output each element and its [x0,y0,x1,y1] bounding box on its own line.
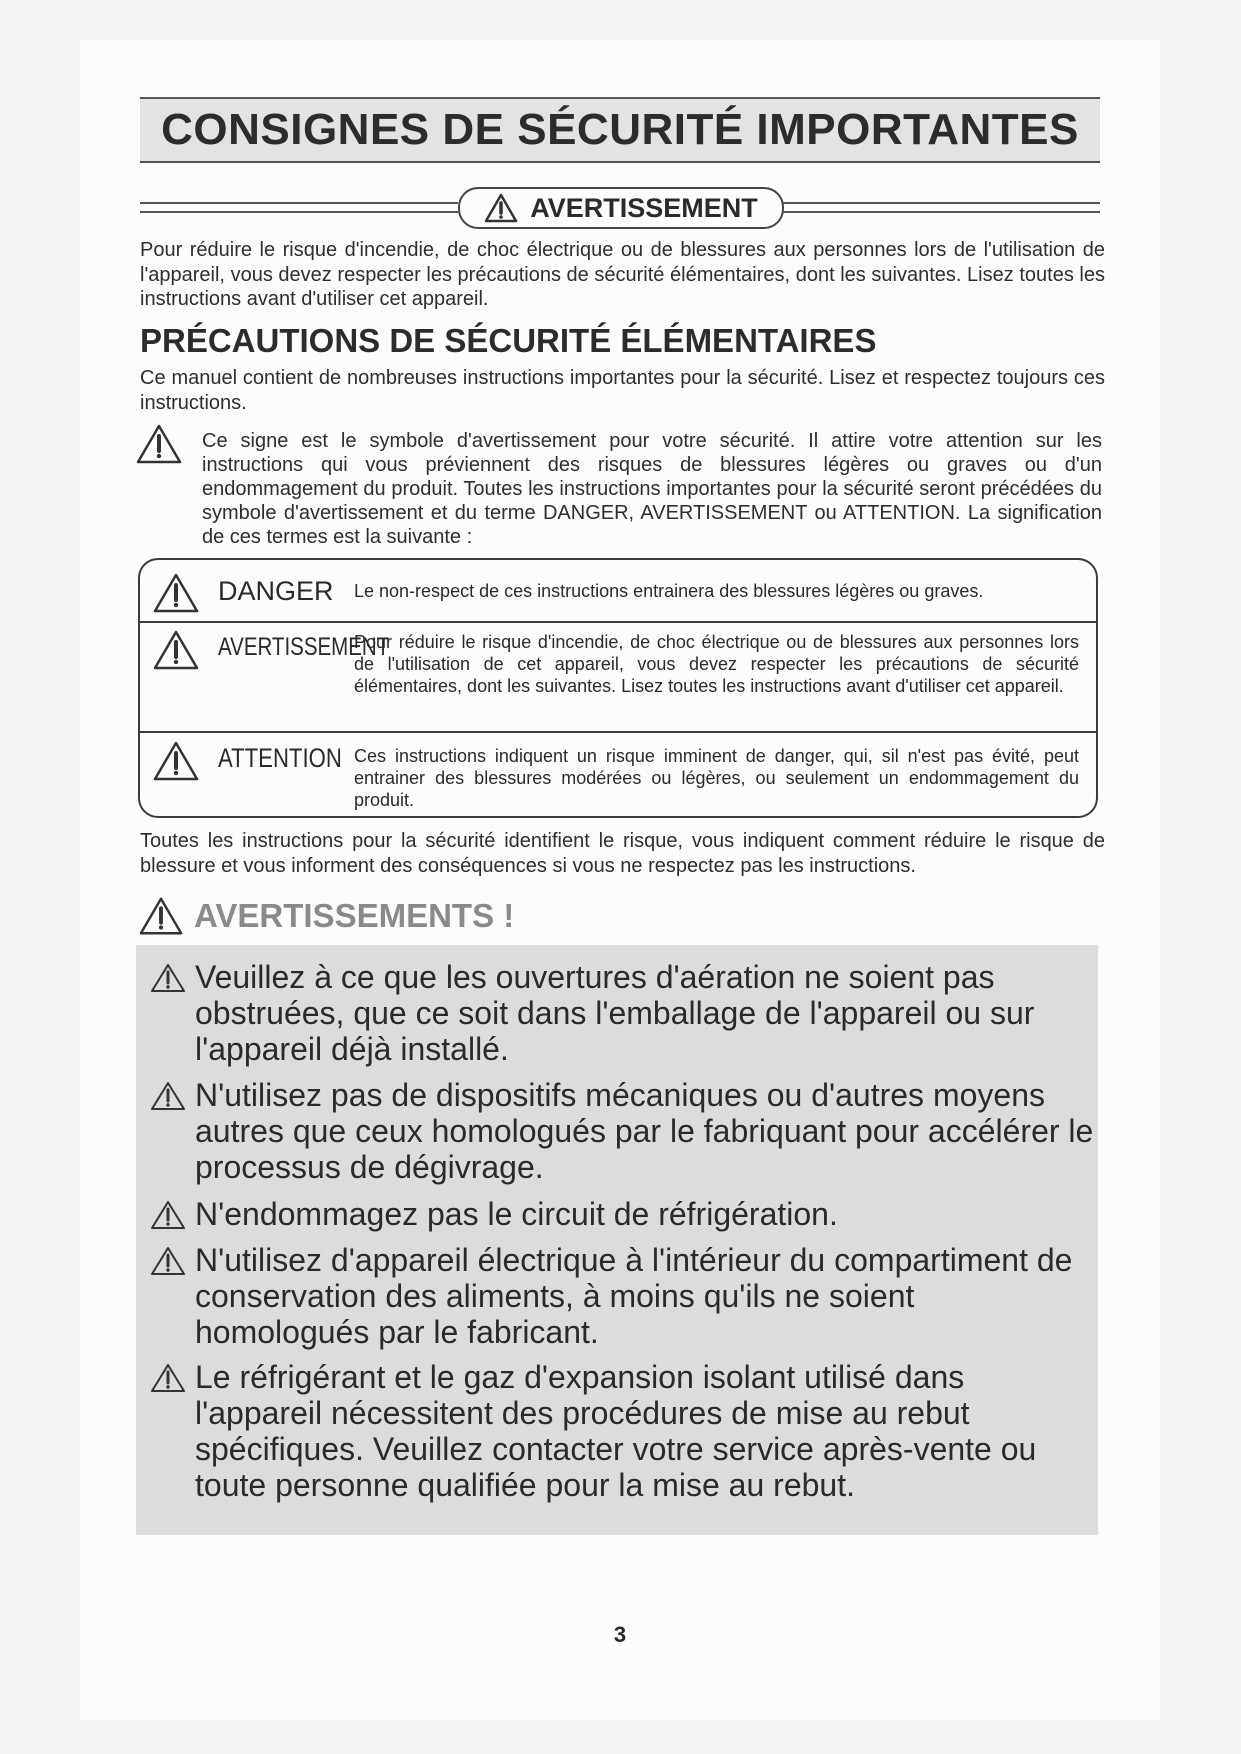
banner-rule-right [780,202,1100,213]
term-name: DANGER [218,576,334,606]
warning-item-text: Veuillez à ce que les ouvertures d'aération ne soient pas obstruées, que ce soit dans l'emballage de l'appareil ou sur l'appareil déjà installé. [195,959,1035,1067]
term-name: AVERTISSEMENT [218,633,390,661]
warning-banner [458,187,784,229]
term-row-attention [140,733,1096,818]
section-intro: Ce manuel contient de nombreuses instructions importantes pour la sécurité. Lisez et respectez toujours ces instructions. [140,367,1105,414]
title-banner [140,97,1100,163]
warning-triangle-icon [150,1363,186,1393]
intro-paragraph: Pour réduire le risque d'incendie, de choc électrique ou de blessures aux personnes lors de l'utilisation de l'appareil, vous devez respecter les précautions de sécurité élémentaires, dont les suivantes. Lisez toutes les instructions avant d'utiliser cet appareil. [140,239,1105,310]
banner-rule-left [140,202,458,213]
term-description: Le non-respect de ces instructions entrainera des blessures légères ou graves. [354,581,984,601]
warning-banner-label: AVERTISSEMENT [530,192,758,223]
warning-triangle-icon [150,1200,186,1230]
warning-item-text: Le réfrigérant et le gaz d'expansion isolant utilisé dans l'appareil nécessitent des procédures de mise au rebut spécifiques. Veuillez contacter votre service après-vente ou toute personne qualifiée pour la mise au rebut. [195,1359,1037,1503]
signal-word-table [138,558,1098,818]
term-row-avertissement [140,623,1096,733]
warning-triangle-icon [152,572,200,614]
term-name: ATTENTION [218,743,342,773]
warning-triangle-icon [484,193,518,223]
warning-item-text: N'endommagez pas le circuit de réfrigération. [195,1196,838,1232]
warnings-heading [138,895,514,937]
page-number: 3 [613,1622,627,1647]
warning-triangle-icon [150,1246,186,1276]
warning-triangle-icon [150,963,186,993]
term-description: Ces instructions indiquent un risque imminent de danger, qui, sil n'est pas évité, peut entrainer des blessures modérées ou légères, ou seulement un endommagement du produit. [354,746,1079,810]
warnings-title: AVERTISSEMENTS ! [194,897,515,934]
warning-triangle-icon [138,895,184,937]
warning-triangle-icon [135,423,183,465]
warning-triangle-icon [152,629,200,671]
after-table-paragraph: Toutes les instructions pour la sécurité identifient le risque, vous indiquent comment réduire le risque de blessure et vous informent des conséquences si vous ne respectez pas les instructions. [140,830,1105,877]
warning-item-text: N'utilisez d'appareil électrique à l'intérieur du compartiment de conservation des aliments, à moins qu'ils ne soient homologués par le fabricant. [195,1242,1073,1350]
warning-triangle-icon [150,1081,186,1111]
warning-item-text: N'utilisez pas de dispositifs mécaniques ou d'autres moyens autres que ceux homologués par le fabriquant pour accélérer le processus de dégivrage. [195,1077,1094,1185]
term-row-danger [140,560,1096,623]
section-title: PRÉCAUTIONS DE SÉCURITÉ ÉLÉMENTAIRES [140,322,877,359]
page-title: CONSIGNES DE SÉCURITÉ IMPORTANTES [161,105,1079,154]
term-description: Pour réduire le risque d'incendie, de choc électrique ou de blessures aux personnes lors de l'utilisation de cet appareil, vous devez respecter les précautions de sécurité élémentaires, dont les suivantes. Lisez toutes les instructions avant d'utiliser cet appareil. [354,632,1079,696]
warning-triangle-icon [152,740,200,782]
symbol-explanation-text: Ce signe est le symbole d'avertissement pour votre sécurité. Il attire votre attention sur les instructions qui vous préviennent des risques de blessures légères ou graves ou d'un endommagement du produit. Toutes les instructions importantes pour la sécurité seront précédées du symbole d'avertissement et du terme DANGER, AVERTISSEMENT ou ATTENTION. La signification de ces termes est la suivante : [202,430,1102,548]
